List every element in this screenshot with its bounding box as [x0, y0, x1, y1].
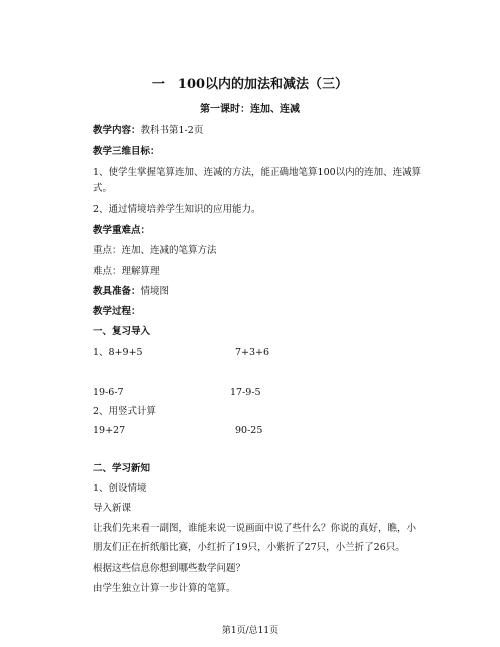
exercise-1b: 7+3+6 [235, 347, 270, 358]
difficult-point: 难点：理解算理 [93, 266, 160, 277]
exercise-3a: 19+27 [93, 425, 126, 436]
document-title: 一 100以内的加法和减法（三） [151, 77, 349, 92]
goal-item-1-line-1: 1、使学生掌握笔算连加、连减的方法，能正确地笔算100以内的连加、连减算 [93, 167, 422, 178]
part2-heading: 二、学习新知 [93, 463, 151, 474]
process-heading: 教学过程： [93, 306, 141, 317]
goal-item-1-line-2: 式。 [93, 183, 113, 194]
intro-line: 导入新课 [93, 503, 132, 514]
paragraph-1-line-2: 朋友们正在折纸船比赛，小红折了19只，小紫折了27只，小兰折了26只。 [93, 542, 405, 553]
teaching-content-line [93, 124, 203, 137]
exercise-1a: 1、8+9+5 [93, 347, 143, 358]
exercise-2b: 17-9-5 [230, 387, 261, 398]
vertical-calc-heading: 2、用竖式计算 [93, 406, 157, 417]
tools-label: 教具准备： [93, 286, 141, 297]
key-point: 重点：连加、连减的笔算方法 [93, 245, 217, 256]
paragraph-3: 由学生独立计算一步计算的笔算。 [93, 583, 236, 594]
teaching-content-value: 教科书第1-2页 [140, 125, 204, 136]
tools-value: 情境图 [140, 286, 170, 297]
difficulty-heading: 教学重难点： [93, 225, 151, 236]
part1-heading: 一、复习导入 [93, 326, 151, 337]
teaching-content-label: 教学内容： [93, 125, 141, 136]
exercise-2a: 19-6-7 [93, 387, 124, 398]
exercise-3b: 90-25 [235, 425, 263, 436]
goal-item-2: 2、通过情境培养学生知识的应用能力。 [93, 204, 261, 215]
paragraph-2: 根据这些信息你想到哪些数学问题？ [93, 563, 246, 574]
tools-line [93, 285, 169, 298]
lesson-subtitle: 第一课时：连加、连减 [200, 104, 300, 115]
paragraph-1-line-1: 让我们先来看一副图，谁能来说一说画面中说了些什么？你说的真好，瞧，小 [93, 523, 417, 534]
scene-heading: 1、创设情境 [93, 483, 147, 494]
goals-heading: 教学三维目标： [93, 146, 160, 157]
page-footer: 第1页/总11页 [221, 626, 279, 636]
